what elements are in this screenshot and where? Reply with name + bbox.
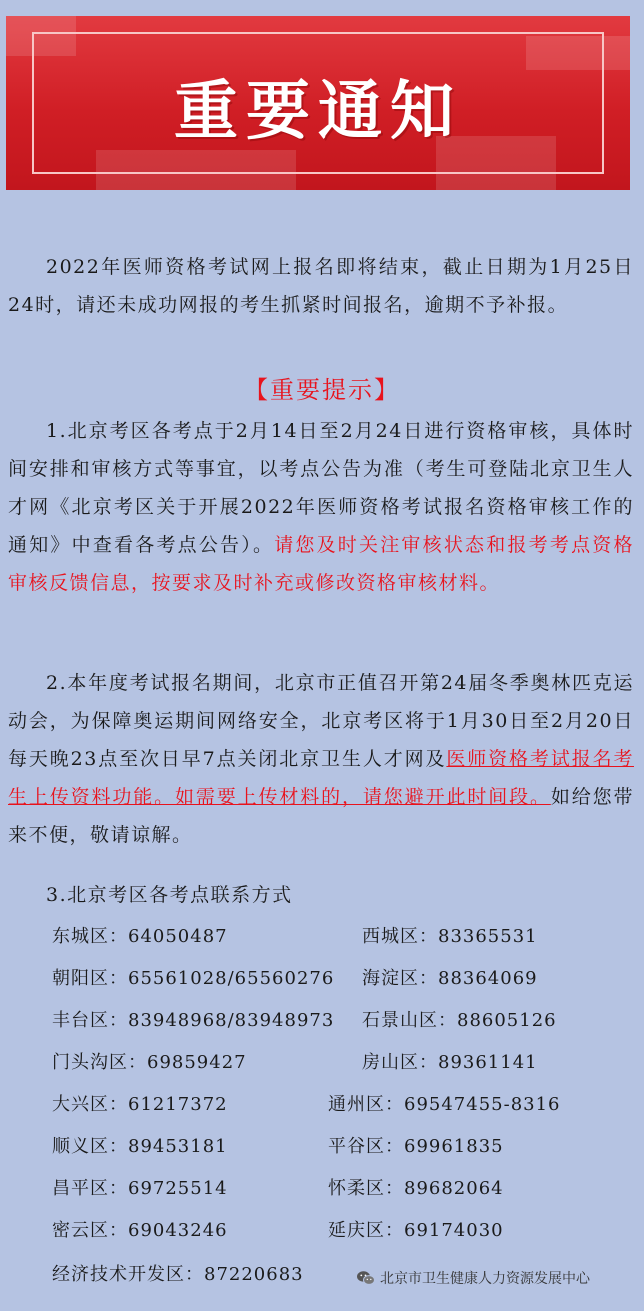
phone-number: 83365531 [438,926,538,947]
district-label: 房山区： [362,1052,438,1073]
phone-number: 69174030 [404,1220,504,1241]
contact-item [52,1006,334,1036]
wechat-icon [356,1270,376,1286]
district-label: 顺义区： [52,1136,128,1157]
contact-item [52,922,228,952]
district-label: 朝阳区： [52,968,128,989]
phone-number: 64050487 [128,926,228,947]
contact-item [52,1048,247,1078]
contact-item [52,964,334,994]
contact-item [328,1090,561,1120]
district-label: 通州区： [328,1094,404,1115]
contact-item [52,1090,228,1120]
district-label: 门头沟区： [52,1052,147,1073]
phone-number: 69725514 [128,1178,228,1199]
tips-heading: 【重要提示】 [244,376,400,404]
contact-item [362,964,538,994]
phone-number: 69859427 [147,1052,247,1073]
phone-number: 88364069 [438,968,538,989]
phone-number: 61217372 [128,1094,228,1115]
phone-number: 87220683 [204,1264,304,1285]
district-label: 丰台区： [52,1010,128,1031]
district-label: 平谷区： [328,1136,404,1157]
district-label: 东城区： [52,926,128,947]
district-label: 大兴区： [52,1094,128,1115]
phone-number: 89361141 [438,1052,538,1073]
phone-number: 65561028/65560276 [128,968,335,989]
contact-item [328,1132,504,1162]
contact-item [362,922,538,952]
district-label: 海淀区： [362,968,438,989]
district-label: 昌平区： [52,1178,128,1199]
contact-item [52,1132,228,1162]
district-label: 延庆区： [328,1220,404,1241]
phone-number: 69961835 [404,1136,504,1157]
district-label: 石景山区： [362,1010,457,1031]
point-2-highlight: 医师资格考试报名考生上传资料功能。如需要上传材料的，请您避开此时间段。 [8,748,634,808]
contact-item [362,1006,557,1036]
contact-item [52,1174,228,1204]
phone-number: 88605126 [457,1010,557,1031]
point-2-tail: 如给您带来不便，敬请谅解。 [8,786,634,846]
contact-item [52,1260,304,1290]
point-2-text: 2.本年度考试报名期间，北京市正值召开第24届冬季奥林匹克运动会，为保障奥运期间网络安全，北京考区将于1月30日至2月20日每天晚23点至次日早7点关闭北京卫生人才网及 [8,672,634,770]
phone-number: 69547455-8316 [404,1094,561,1115]
point-3-heading: 3.北京考区各考点联系方式 [46,884,293,906]
contact-item [328,1216,504,1246]
phone-number: 83948968/83948973 [128,1010,335,1031]
district-label: 西城区： [362,926,438,947]
contact-item [52,1216,228,1246]
point-1-highlight: 请您及时关注审核状态和报考考点资格审核反馈信息，按要求及时补充或修改资格审核材料。 [8,534,634,594]
district-label: 怀柔区： [328,1178,404,1199]
district-label: 密云区： [52,1220,128,1241]
contact-item [328,1174,504,1204]
banner-title: 重要通知 [174,75,462,149]
phone-number: 89453181 [128,1136,228,1157]
source-name: 北京市卫生健康人力资源发展中心 [380,1271,590,1287]
phone-number: 69043246 [128,1220,228,1241]
source-watermark [356,1266,590,1292]
point-2-paragraph [8,664,634,854]
intro-paragraph: 2022年医师资格考试网上报名即将结束，截止日期为1月25日24时，请还未成功网报的考生抓紧时间报名，逾期不予补报。 [8,256,634,316]
notice-banner [6,16,630,190]
phone-number: 89682064 [404,1178,504,1199]
contact-item [362,1048,538,1078]
point-1-text: 1.北京考区各考点于2月14日至2月24日进行资格审核，具体时间安排和审核方式等事宜，以考点公告为准（考生可登陆北京卫生人才网《北京考区关于开展2022年医师资格考试报名资格审核工作的通知》中查看各考点公告）。 [8,420,634,556]
point-1-paragraph [8,412,634,602]
district-label: 经济技术开发区： [52,1264,204,1285]
